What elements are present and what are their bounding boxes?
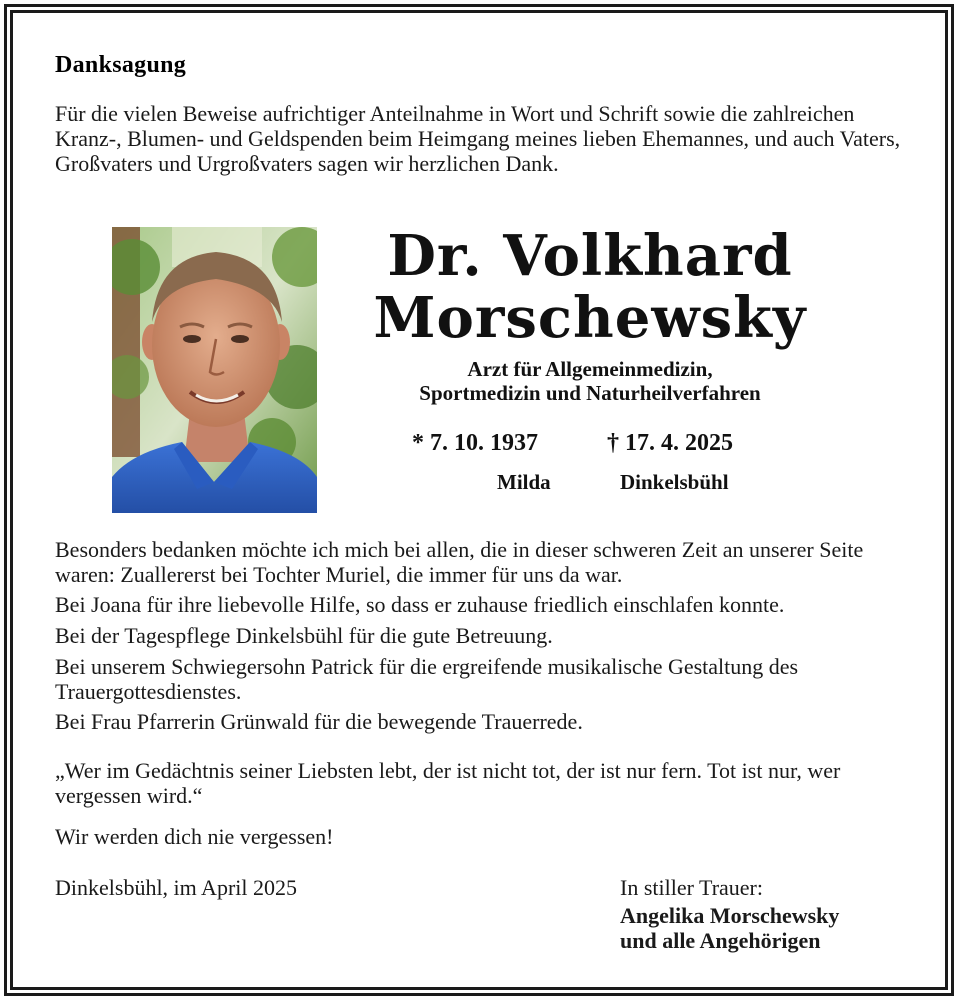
quote: „Wer im Gedächtnis seiner Liebsten lebt, der ist nicht tot, der ist nur fern. Tot ist nur, wer vergessen wird.“ (55, 758, 841, 808)
profession-line-1: Arzt für Allgemeinmedizin, (467, 357, 713, 381)
deceased-name-last: Morschewsky (373, 285, 807, 351)
profession-line-2: Sportmedizin und Naturheilverfahren (419, 381, 761, 405)
birth-place: Milda (497, 470, 551, 494)
heading-danksagung: Danksagung (55, 52, 187, 78)
thanks-paragraph: Bei Frau Pfarrerin Grünwald für die bewegende Trauerrede. (55, 709, 583, 734)
signatory-name: Angelika Morschewsky (620, 903, 840, 928)
closing-line: Wir werden dich nie vergessen! (55, 824, 334, 849)
death-place: Dinkelsbühl (620, 470, 729, 494)
birth-date: * 7. 10. 1937 (412, 430, 538, 456)
mourning-label: In stiller Trauer: (620, 875, 763, 900)
deceased-name-first: Dr. Volkhard (387, 223, 793, 289)
signatory-family: und alle Angehörigen (620, 928, 821, 953)
thanks-paragraph: Bei unserem Schwiegersohn Patrick für die ergreifende musikalische Gestaltung des Trauergottesdienstes. (55, 654, 799, 704)
place-date: Dinkelsbühl, im April 2025 (55, 875, 297, 900)
thanks-paragraph: Besonders bedanken möchte ich mich bei allen, die in dieser schweren Zeit an unserer Seite waren: Zuallererst bei Tochter Muriel, die immer für uns da war. (55, 537, 864, 587)
intro-paragraph: Für die vielen Beweise aufrichtiger Anteilnahme in Wort und Schrift sowie die zahlreichen Kranz-, Blumen- und Geldspenden beim Heimgang meines lieben Ehemannes, und auch Vaters, Großvaters und Urgroßvaters sagen wir herzlichen Dank. (55, 101, 901, 176)
portrait-photo (112, 227, 317, 513)
thanks-paragraph: Bei der Tagespflege Dinkelsbühl für die gute Betreuung. (55, 623, 553, 648)
thanks-paragraph: Bei Joana für ihre liebevolle Hilfe, so dass er zuhause friedlich einschlafen konnte. (55, 592, 785, 617)
death-date: † 17. 4. 2025 (607, 430, 733, 456)
